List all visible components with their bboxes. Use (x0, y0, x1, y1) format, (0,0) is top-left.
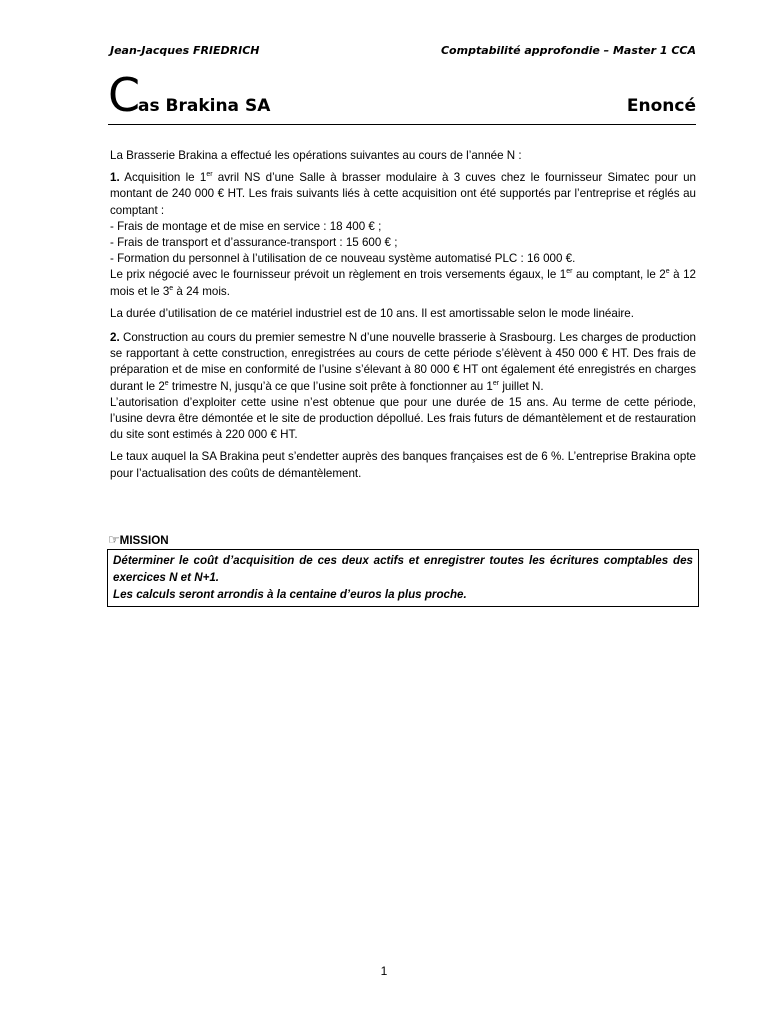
item-1-number: 1. (110, 171, 120, 185)
item-2-number: 2. (110, 331, 120, 345)
payment-terms: Le prix négocié avec le fournisseur prévoit un règlement en trois versements égaux, le 1er au comptant, le 2e à 12 mois et le 3e à 24 mois. (110, 268, 696, 298)
intro-paragraph: La Brasserie Brakina a effectué les opérations suivantes au cours de l’année N : (110, 149, 522, 162)
discount-rate-paragraph: Le taux auquel la SA Brakina peut s’endetter auprès des banques françaises est de 6 %. L’entreprise Brakina opte pour l’actualisation des coûts de démantèlement. (110, 450, 696, 480)
document-body (110, 148, 696, 488)
header-course: Comptabilité approfondie – Master 1 CCA (440, 44, 696, 57)
page-title: as Brakina SA (138, 96, 271, 116)
item-1-paragraph: 1. Acquisition le 1er avril NS d’une Salle à brasser modulaire à 3 cuves chez le fournisseur Simatec pour un montant de 240 000 € HT. Les frais suivants liés à cette acquisition ont été supportés par l’entreprise et réglés au comptant : (110, 171, 697, 217)
mission-line-1: Déterminer le coût d’acquisition de ces deux actifs et enregistrer toutes les écritures comptables des exercices N et N+1. (113, 554, 693, 584)
cost-line-1: - Frais de montage et de mise en service : 18 400 € ; (110, 219, 382, 233)
mission-heading (108, 532, 169, 548)
header-author: Jean-Jacques FRIEDRICH (110, 44, 260, 57)
title-enonce: Enoncé (626, 96, 696, 116)
pointing-hand-icon: ☞ (108, 532, 120, 547)
item-2-paragraph: 2. Construction au cours du premier semestre N d’une nouvelle brasserie à Srasbourg. Les charges de production se rapportant à cette construction, enregistrées au cours de cette période s’élèvent à 450 000 € HT. Des frais de préparation et de mise en conformité de l’usine s’élevant à 80 000 € HT ont également été enregistrés en charges durant le 2e trimestre N, jusqu’à ce que l’usine soit prête à fonctionner au 1er juillet N. (110, 331, 696, 393)
title-initial: C (108, 68, 141, 122)
title-bar (108, 70, 696, 125)
authorization-paragraph: L’autorisation d’exploiter cette usine n’est obtenue que pour une durée de 15 ans. Au terme de cette période, l’usine devra être démontée et le site de production dépollué. Les frais futurs de démantèlement et de restauration du site sont estimés à 220 000 € HT. (110, 395, 696, 442)
cost-line-2: - Frais de transport et d’assurance-transport : 15 600 € ; (110, 236, 398, 250)
useful-life-paragraph: La durée d’utilisation de ce matériel industriel est de 10 ans. Il est amortissable selon le mode linéaire. (110, 306, 634, 320)
page-header (110, 44, 696, 57)
mission-label: MISSION (119, 534, 169, 547)
mission-box (107, 549, 699, 607)
page-number: 1 (380, 964, 388, 978)
mission-line-2: Les calculs seront arrondis à la centaine d’euros la plus proche. (113, 588, 467, 601)
cost-line-3: - Formation du personnel à l’utilisation de ce nouveau système automatisé PLC : 16 000 €. (110, 252, 576, 266)
